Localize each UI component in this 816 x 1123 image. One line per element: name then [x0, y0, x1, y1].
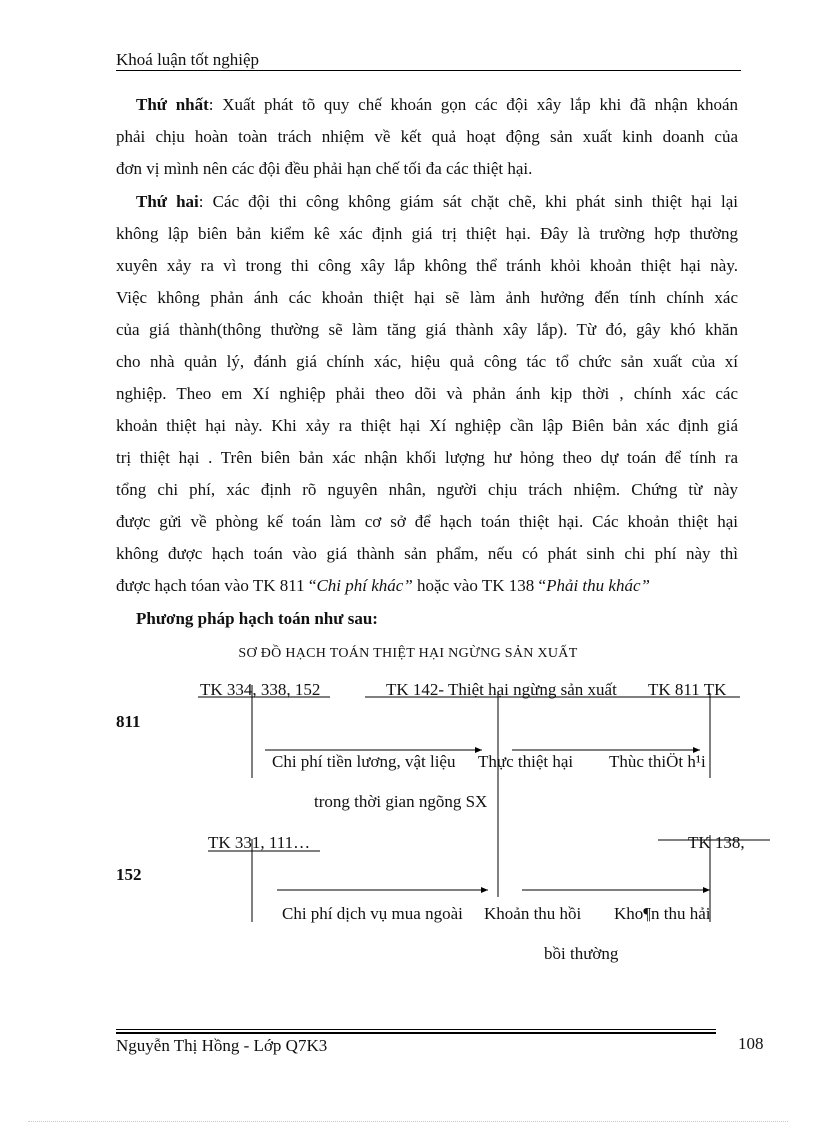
- account-811-wrap: 811: [116, 712, 141, 731]
- account-tk138: TK 138,: [688, 833, 745, 852]
- paragraph-first-line-1: : Xuất phát tõ quy chế khoán gọn các đội xây lắp khi đã nhận khoán: [208, 95, 738, 114]
- account-tk142: TK 142- Thiệt hại ngừng sản xuất: [386, 680, 617, 699]
- paragraph-second-line-5: của giá thành(thông thường sẽ làm tăng giá thành xây lắp). Từ đó, gây khó khăn: [116, 320, 738, 339]
- paragraph-second-line-9: trị thiệt hại . Trên biên bản xác nhận khối lượng hư hỏng theo dự toán để tính ra: [116, 448, 738, 467]
- paragraph-second-label: Thứ hai: [136, 192, 199, 211]
- label-trong-thoi-gian: trong thời gian ngõng SX: [314, 792, 488, 811]
- page-number: 108: [738, 1034, 764, 1053]
- label-thuc-thi-garbled: Thùc thiÖt h¹i: [609, 752, 706, 771]
- paragraph-second-line-4: Việc không phản ánh các khoản thiệt hại sẽ làm ảnh hưởng đến tính chính xác: [116, 288, 738, 307]
- paragraph-second-line-1: : Các đội thi công không giám sát chặt chẽ, khi phát sinh thiệt hại lại: [198, 192, 738, 211]
- paragraph-second-line-7: nghiệp. Theo em Xí nghiệp phải theo dõi và phản ánh kịp thời , chính xác các: [116, 384, 738, 403]
- paragraph-second-line-6: cho nhà quản lý, đánh giá chính xác, hiệu quả công tác tổ chức sản xuất của xí: [116, 352, 738, 371]
- method-heading: Phương pháp hạch toán như sau:: [136, 609, 378, 628]
- paragraph-first-line-3: đơn vị mình nên các đội đều phải hạn chế tối đa các thiệt hại.: [116, 159, 533, 178]
- diagram-title: SƠ ĐỒ HẠCH TOÁN THIỆT HẠI NGỪNG SẢN XUẤT: [238, 646, 578, 661]
- account-tk811: TK 811 TK: [648, 680, 727, 699]
- label-thuc-thiet-hai: Thực thiệt hại: [478, 752, 574, 771]
- account-152-wrap: 152: [116, 865, 142, 884]
- paragraph-second-line-3: xuyên xảy ra vì trong thi công xây lắp không thể tránh khỏi khoản thiệt hại này.: [116, 256, 738, 275]
- label-khoan-thu-hai: Kho¶n thu hải: [614, 904, 711, 923]
- paragraph-second-line-12: không được hạch toán vào giá thành sản phẩm, nếu có phát sinh chi phí này thì: [116, 544, 738, 563]
- page-header-title: Khoá luận tốt nghiệp: [116, 50, 260, 69]
- paragraph-second-line-2: không lập biên bản kiểm kê xác định giá trị thiệt hại. Đây là trường hợp thường: [116, 224, 738, 243]
- paragraph-second-line-11: được gửi về phòng kế toán làm cơ sở để hạch toán thiệt hại. Các khoản thiệt hại: [116, 512, 738, 531]
- account-tk331: TK 331, 111…: [208, 833, 311, 852]
- paragraph-first-line-2: phải chịu hoàn toàn trách nhiệm về kết quả hoạt động sản xuất kinh doanh của: [116, 127, 738, 146]
- label-chi-phi-dich-vu: Chi phí dịch vụ mua ngoài: [282, 904, 463, 923]
- label-boi-thuong: bồi thường: [544, 944, 619, 963]
- account-tk334: TK 334, 338, 152: [200, 680, 321, 699]
- paragraph-second-line-8: khoản thiệt hại này. Khi xảy ra thiệt hại Xí nghiệp cần lập Biên bản xác định giá: [116, 416, 738, 435]
- footer-divider-thick: [116, 1032, 716, 1034]
- label-khoan-thu-hoi: Khoản thu hồi: [484, 904, 582, 923]
- footer-divider-thin: [116, 1029, 716, 1030]
- paragraph-second-line-13: được hạch tóan vào TK 811 “Chi phí khác” hoặc vào TK 138 “Phải thu khác”: [116, 576, 650, 595]
- footer-author: Nguyễn Thị Hồng - Lớp Q7K3: [116, 1036, 328, 1055]
- page-bottom-dotted-edge: [28, 1121, 788, 1122]
- label-chi-phi-tien-luong: Chi phí tiền lương, vật liệu: [272, 752, 456, 771]
- paragraph-first-label: Thứ nhất: [136, 95, 209, 114]
- paragraph-second-line-10: tổng chi phí, xác định rõ nguyên nhân, người chịu trách nhiệm. Chứng từ này: [116, 480, 738, 499]
